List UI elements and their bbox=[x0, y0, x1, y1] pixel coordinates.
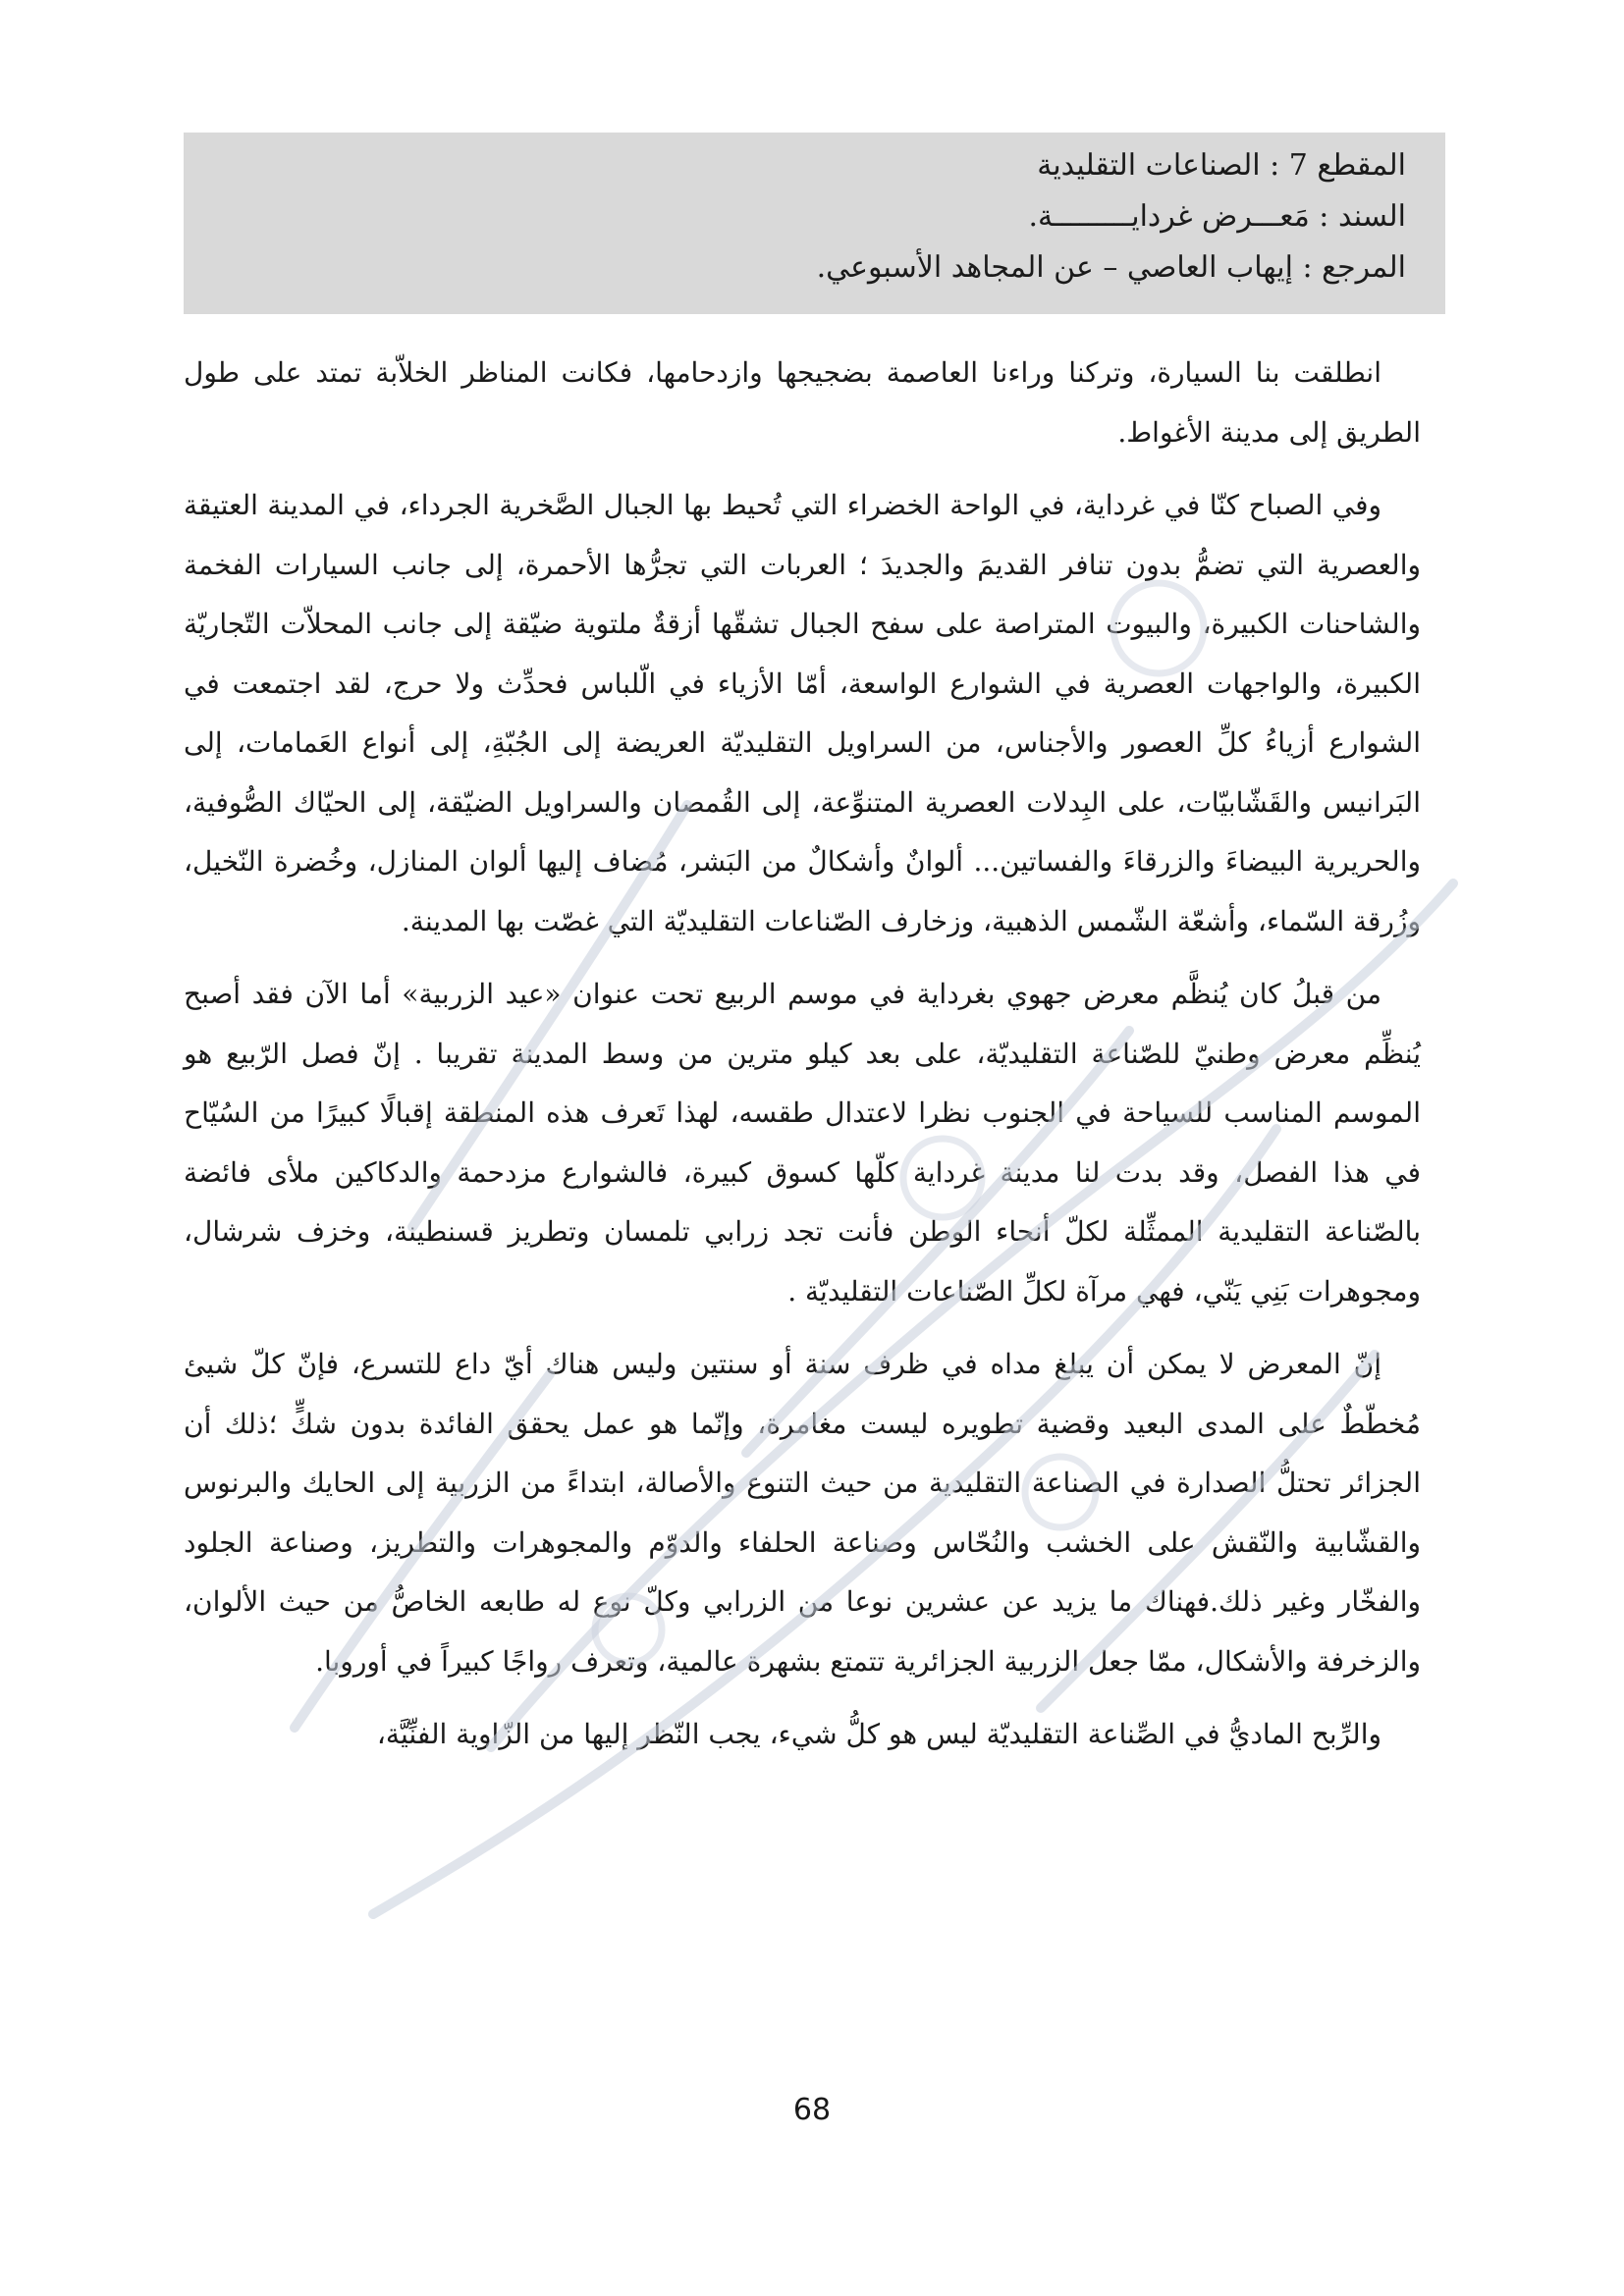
paragraph-4: إنّ المعرض لا يمكن أن يبلغ مداه في ظرف سنة أو سنتين وليس هناك أيّ داع للتسرع، فإنّ كلّ شيئ مُخطّطٌ على المدى البعيد وقضية تطويره ليست مغامرة، وإنّما هو عمل يحقق الفائدة بدون شكٍّ ؛ذلك أن الجزائر تحتلُّ الصدارة في الصناعة التقليدية من حيث التنوع والأصالة، ابتداءً من الزربية إلى الحايك والبرنوس والقشّابية والنّقش على الخشب والنُحّاس وصناعة الحلفاء والدوّم والمجوهرات والتطريز، وصناعة الجلود والفخّار وغير ذلك.فهناك ما يزيد عن عشرين نوعا من الزرابي وكلّ نوع له طابعه الخاصُّ من حيث الألوان، والزخرفة والأشكال، ممّا جعل الزربية الجزائرية تتمتع بشهرة عالمية، وتعرف رواجًا كبيراً في أوروبا. bbox=[184, 1348, 1421, 1678]
section-title: المقطع 7 : الصناعات التقليدية bbox=[1037, 148, 1406, 183]
paragraph-3: من قبلُ كان يُنظَّم معرض جهوي بغرداية في موسم الربيع تحت عنوان «عيد الزربية» أما الآن فقد أصبح يُنظِّم معرض وطنيّ للصّناعة التقليديّة، على بعد كيلو مترين من وسط المدينة تقريبا . إنّ فصل الرّبيع هو الموسم المناسب للسياحة في الجنوب نظرا لاعتدال طقسه، لهذا تَعرف هذه المنطقة إقبالًا كبيرًا من السُيّاح في هذا الفصل، وقد بدت لنا مدينة غرداية كلّها كسوق كبيرة، فالشوارع مزدحمة والدكاكين ملأى فائضة بالصّناعة التقليدية الممثِّلة لكلّ أنحاء الوطن فأنت تجد زرابي تلمسان وتطريز قسنطينة، وخزف شرشال، ومجوهرات بَنِي يَنّي، فهي مرآة لكلِّ الصّناعات التقليديّة . bbox=[184, 978, 1421, 1308]
lesson-header-box bbox=[184, 133, 1445, 314]
paragraph-5: والرِّبح الماديُّ في الصِّناعة التقليديّة ليس هو كلُّ شيء، يجب النّظر إليها من الزّاوية الفنِّيَّة، bbox=[376, 1718, 1381, 1750]
reading-text bbox=[184, 344, 1421, 1779]
reference-text: المرجع : إيهاب العاصي – عن المجاهد الأسبوعي. bbox=[816, 250, 1406, 285]
support-text: السند : مَعـــرض غردايـــــــــة. bbox=[1028, 199, 1406, 234]
paragraph-1: انطلقت بنا السيارة، وتركنا وراءنا العاصمة بضجيجها وازدحامها، فكانت المناظر الخلاّبة تمتد على طول الطريق إلى مدينة الأغواط. bbox=[184, 356, 1421, 449]
page-number: 68 bbox=[792, 2093, 832, 2127]
paragraph-2: وفي الصباح كنّا في غرداية، في الواحة الخضراء التي تُحيط بها الجبال الصَّخرية الجرداء، في المدينة العتيقة والعصرية التي تضمُّ بدون تنافر القديمَ والجديدَ ؛ العربات التي تجرُّها الأحمرة، إلى جانب السيارات الفخمة والشاحنات الكبيرة، والبيوت المتراصة على سفح الجبال تشقّها أزقةٌ ملتوية ضيّقة إلى جانب المحلاّت التّجاريّة الكبيرة، والواجهات العصرية في الشوارع الواسعة، أمّا الأزياء في الّلباس فحدِّث ولا حرج، لقد اجتمعت في الشوارع أزياءُ كلِّ العصور والأجناس، من السراويل التقليديّة العريضة إلى الجُبّةِ، إلى أنواع العَمامات، إلى البَرانيس والقَشّابيّات، على البِدلات العصرية المتنوِّعة، إلى القُمصان والسراويل الضيّقة، إلى الحيّاك الصُّوفية، والحريرية البيضاءَ والزرقاءَ والفساتين... ألوانٌ وأشكالٌ من البَشر، مُضاف إليها ألوان المنازل، وخُضرة النّخيل، وزُرقة السّماء، وأشعّة الشّمس الذهبية، وزخارف الصّناعات التقليديّة التي غصّت بها المدينة. bbox=[184, 489, 1421, 937]
